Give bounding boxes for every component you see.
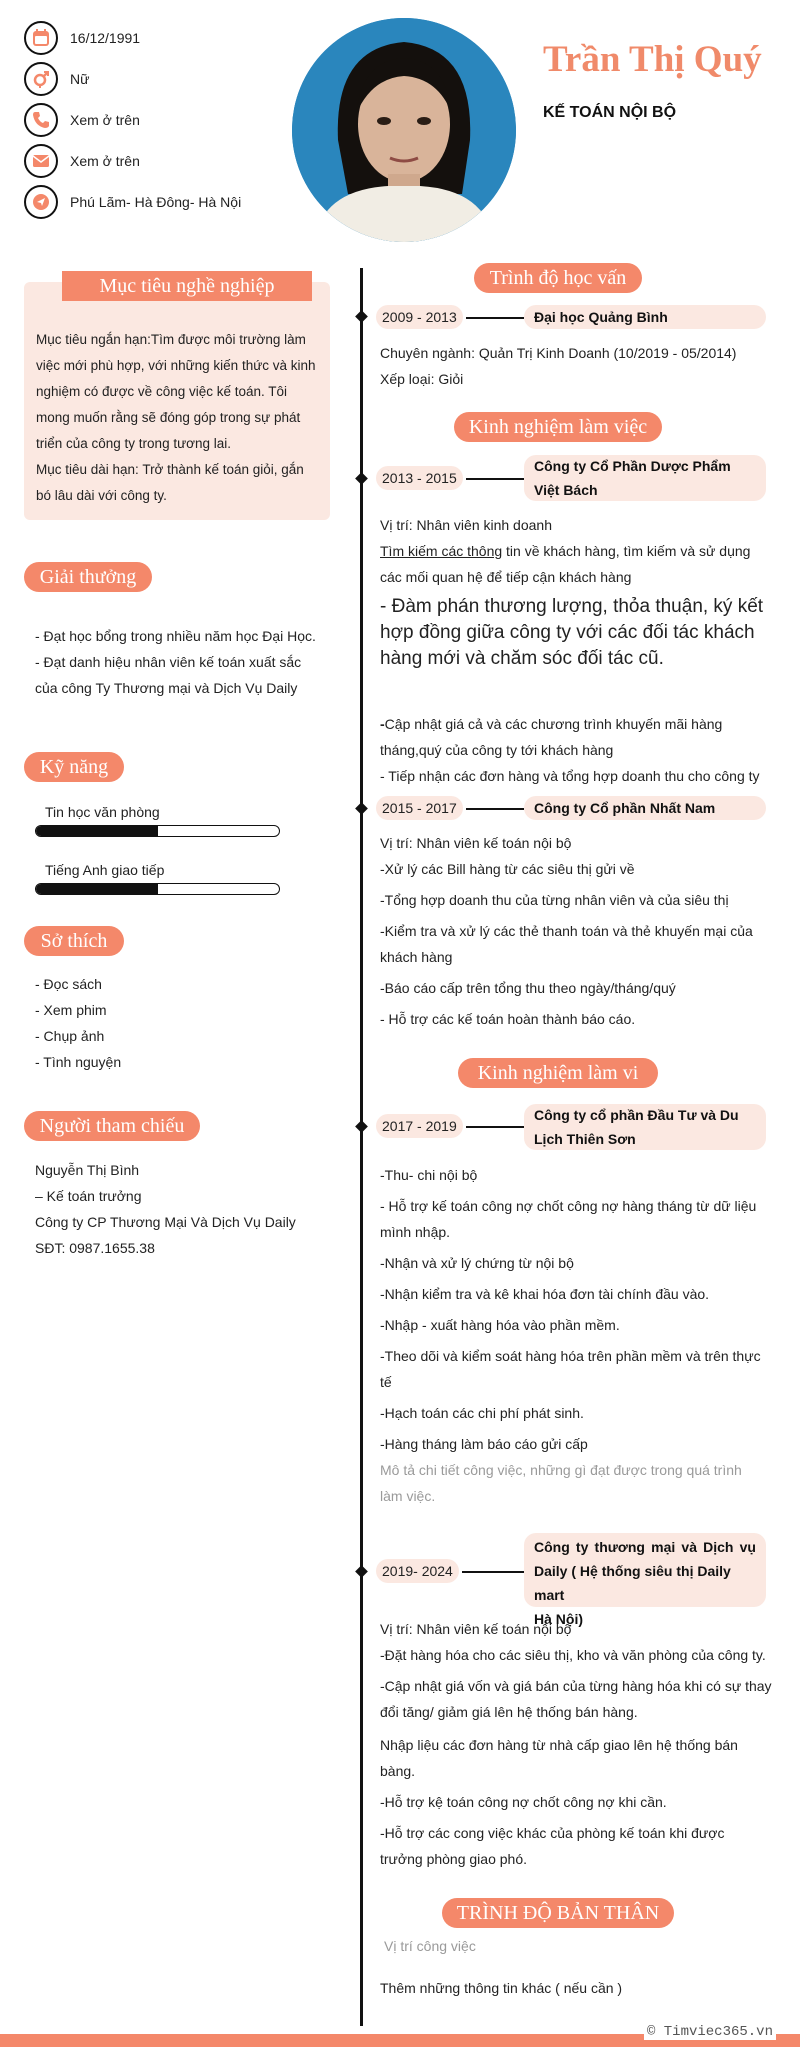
job-line (380, 716, 722, 732)
reference-line: Nguyễn Thị Bình (35, 1162, 140, 1178)
skill-label: Tin học văn phòng (45, 804, 160, 820)
timeline-dot (355, 1565, 368, 1578)
job-line: mình nhập. (380, 1224, 451, 1240)
objective-line: bó lâu dài với công ty. (36, 488, 167, 503)
job-line: Vị trí: Nhân viên kinh doanh (380, 517, 552, 533)
watermark: © Timviec365.vn (644, 2024, 776, 2040)
job-line: - Tiếp nhận các đơn hàng và tổng hợp doanh thu cho công ty (380, 768, 760, 784)
job-line: các mối quan hệ để tiếp cận khách hàng (380, 569, 632, 585)
job-line: -Theo dõi và kiểm soát hàng hóa trên phần mềm và trên thực (380, 1348, 761, 1364)
job-period: 2019- 2024 (376, 1559, 459, 1583)
contact-phone (24, 103, 140, 137)
birthday-text: 16/12/1991 (70, 30, 141, 46)
hobbies-heading: Sở thích (24, 926, 124, 956)
job-line: -Nhận và xử lý chứng từ nội bộ (380, 1255, 574, 1271)
phone-icon (24, 103, 58, 137)
award-line: của công Ty Thương mại và Dịch Vụ Daily (35, 680, 298, 696)
job-line: Nhập liệu các đơn hàng từ nhà cấp giao lên hệ thống bán (380, 1737, 738, 1753)
job-line: -Hàng tháng làm báo cáo gửi cấp (380, 1436, 588, 1452)
reference-line: SĐT: 0987.1655.38 (35, 1240, 155, 1256)
skill-fill (36, 826, 158, 836)
job-description-placeholder: làm việc. (380, 1488, 436, 1504)
experience-heading: Kinh nghiệm làm việc (454, 412, 662, 442)
objective-line: Mục tiêu dài hạn: Trở thành kế toán giỏi, gắn (36, 462, 304, 477)
job-line: -Xử lý các Bill hàng từ các siêu thị gửi về (380, 861, 635, 877)
timeline-connector (462, 1571, 524, 1573)
job-line-large: - Đàm phán thương lượng, thỏa thuận, ký kết (380, 596, 764, 617)
job-line: -Tổng hợp doanh thu của từng nhân viên và của siêu thị (380, 892, 729, 908)
award-line: - Đạt học bổng trong nhiều năm học Đại Học. (35, 628, 316, 644)
job-line (380, 543, 750, 559)
job-company: Công ty cổ phần Đầu Tư và Du Lịch Thiên Sơn (524, 1104, 766, 1150)
candidate-name: Trần Thị Quý (543, 39, 762, 80)
job-period: 2015 - 2017 (376, 796, 463, 820)
awards-heading: Giải thưởng (24, 562, 152, 592)
objective-heading: Mục tiêu nghề nghiệp (62, 271, 312, 301)
email-text: Xem ở trên (70, 153, 140, 169)
location-icon (24, 185, 58, 219)
job-line: -Báo cáo cấp trên tổng thu theo ngày/tháng/quý (380, 980, 676, 996)
timeline-connector (466, 478, 524, 480)
timeline-connector (466, 808, 524, 810)
job-line: khách hàng (380, 949, 453, 965)
job-line: tế (380, 1374, 392, 1390)
job-line: tháng,quý của công ty tới khách hàng (380, 742, 614, 758)
job-line: -Cập nhật giá vốn và giá bán của từng hàng hóa khi có sự thay (380, 1678, 772, 1694)
calendar-icon (24, 21, 58, 55)
job-line: - Hỗ trợ các kế toán hoàn thành báo cáo. (380, 1011, 636, 1027)
job-title: KẾ TOÁN NỘI BỘ (543, 104, 677, 121)
job-period: 2017 - 2019 (376, 1114, 463, 1138)
experience-heading-2: Kinh nghiệm làm vi (458, 1058, 658, 1088)
objective-line: nghiệm có được về công việc kế toán. Tôi (36, 384, 288, 399)
education-line: Chuyên ngành: Quản Trị Kinh Doanh (10/2019 - 05/2014) (380, 345, 737, 361)
job-dash: - (380, 716, 385, 732)
objective-box (24, 282, 330, 520)
job-line: -Hỗ trợ kệ toán công nợ chốt công nợ khi cần. (380, 1794, 667, 1810)
job-line: -Nhận kiểm tra và kê khai hóa đơn tài chính đầu vào. (380, 1286, 710, 1302)
timeline-dot (355, 802, 368, 815)
job-line: -Hạch toán các chi phí phát sinh. (380, 1405, 584, 1421)
skills-heading: Kỹ năng (24, 752, 124, 782)
company-line: Hà Nội) (534, 1611, 583, 1627)
job-line: đổi tăng/ giảm giá lên hệ thống bán hàng. (380, 1704, 638, 1720)
reference-line: Công ty CP Thương Mại Và Dịch Vụ Daily (35, 1214, 296, 1230)
extra-info: Thêm những thông tin khác ( nếu cần ) (380, 1980, 623, 1996)
job-line: - Hỗ trợ kế toán công nợ chốt công nợ hàng tháng từ dữ liệu (380, 1198, 757, 1214)
job-line: Vị trí: Nhân viên kế toán nội bộ (380, 1621, 572, 1637)
timeline-dot (355, 472, 368, 485)
timeline-dot (355, 310, 368, 323)
objective-line: triển của công ty trong tương lai. (36, 436, 231, 451)
award-line: - Đạt danh hiệu nhân viên kế toán xuất sắc (35, 654, 302, 670)
self-level-heading: TRÌNH ĐỘ BẢN THÂN (442, 1898, 674, 1928)
skill-bar (35, 825, 280, 837)
job-description-placeholder: Mô tả chi tiết công việc, những gì đạt được trong quá trình (380, 1462, 742, 1478)
email-icon (24, 144, 58, 178)
address-text: Phú Lãm- Hà Đông- Hà Nội (70, 194, 242, 210)
hobby-item: - Đọc sách (35, 976, 102, 992)
company-line: Công ty thương mại và Dịch vụ (534, 1539, 756, 1555)
timeline-line (360, 268, 363, 2026)
job-line: -Thu- chi nội bộ (380, 1167, 478, 1183)
job-line: bàng. (380, 1763, 416, 1779)
gender-text: Nữ (70, 71, 90, 87)
job-line-large: hợp đồng giữa công ty với các đối tác khách (380, 622, 755, 643)
job-line: -Đặt hàng hóa cho các siêu thị, kho và văn phòng của công ty. (380, 1647, 766, 1663)
hobby-item: - Chụp ảnh (35, 1028, 105, 1044)
job-company: Công ty Cổ phần Nhất Nam (524, 796, 766, 820)
contact-birthday (24, 21, 140, 55)
references-heading: Người tham chiếu (24, 1111, 200, 1141)
education-heading: Trình độ học vấn (474, 263, 642, 293)
contact-gender (24, 62, 89, 96)
job-line: -Hỗ trợ các cong việc khác của phòng kế toán khi được (380, 1825, 725, 1841)
hobby-item: - Xem phim (35, 1002, 107, 1018)
timeline-dot (355, 1120, 368, 1133)
education-period: 2009 - 2013 (376, 305, 463, 329)
timeline-connector (466, 317, 524, 319)
gender-icon (24, 62, 58, 96)
education-line: Xếp loại: Giỏi (380, 371, 464, 387)
phone-text: Xem ở trên (70, 112, 140, 128)
job-line-part: Cập nhật giá cả và các chương trình khuyến mãi hàng (384, 716, 723, 732)
job-company: Công ty Cổ Phần Dược Phẩm Việt Bách (524, 455, 766, 501)
job-period: 2013 - 2015 (376, 466, 463, 490)
contact-email (24, 144, 140, 178)
timeline-connector (466, 1126, 524, 1128)
education-school: Đại học Quảng Bình (524, 305, 766, 329)
reference-line: – Kế toán trưởng (35, 1188, 142, 1204)
hobby-item: - Tình nguyện (35, 1054, 122, 1070)
objective-line: việc mới phù hợp, với những kiến thức và kinh (36, 358, 316, 373)
skill-fill (36, 884, 158, 894)
job-line: Vị trí: Nhân viên kế toán nội bộ (380, 835, 572, 851)
job-line-large: hàng mới và chăm sóc đối tác cũ. (380, 648, 664, 669)
skill-label: Tiếng Anh giao tiếp (45, 862, 165, 878)
company-line: Daily ( Hệ thống siêu thị Daily mart (534, 1563, 731, 1603)
job-line: -Nhập - xuất hàng hóa vào phần mềm. (380, 1317, 620, 1333)
job-company (524, 1533, 766, 1627)
job-line: -Kiểm tra và xử lý các thẻ thanh toán và thẻ khuyến mại của (380, 923, 753, 939)
job-line-part: tin về khách hàng, tìm kiếm và sử dụng (506, 543, 751, 559)
objective-line: mong muốn rằng sẽ đóng góp trong sự phát (36, 410, 301, 425)
job-underlined: Tìm kiếm các thông (380, 543, 503, 559)
profile-photo (292, 18, 516, 242)
job-line: trưởng phòng giao phó. (380, 1851, 527, 1867)
objective-line: Mục tiêu ngắn hạn:Tìm được môi trường làm (36, 332, 306, 347)
skill-bar (35, 883, 280, 895)
position-placeholder: Vị trí công việc (384, 1938, 476, 1954)
contact-address (24, 185, 241, 219)
